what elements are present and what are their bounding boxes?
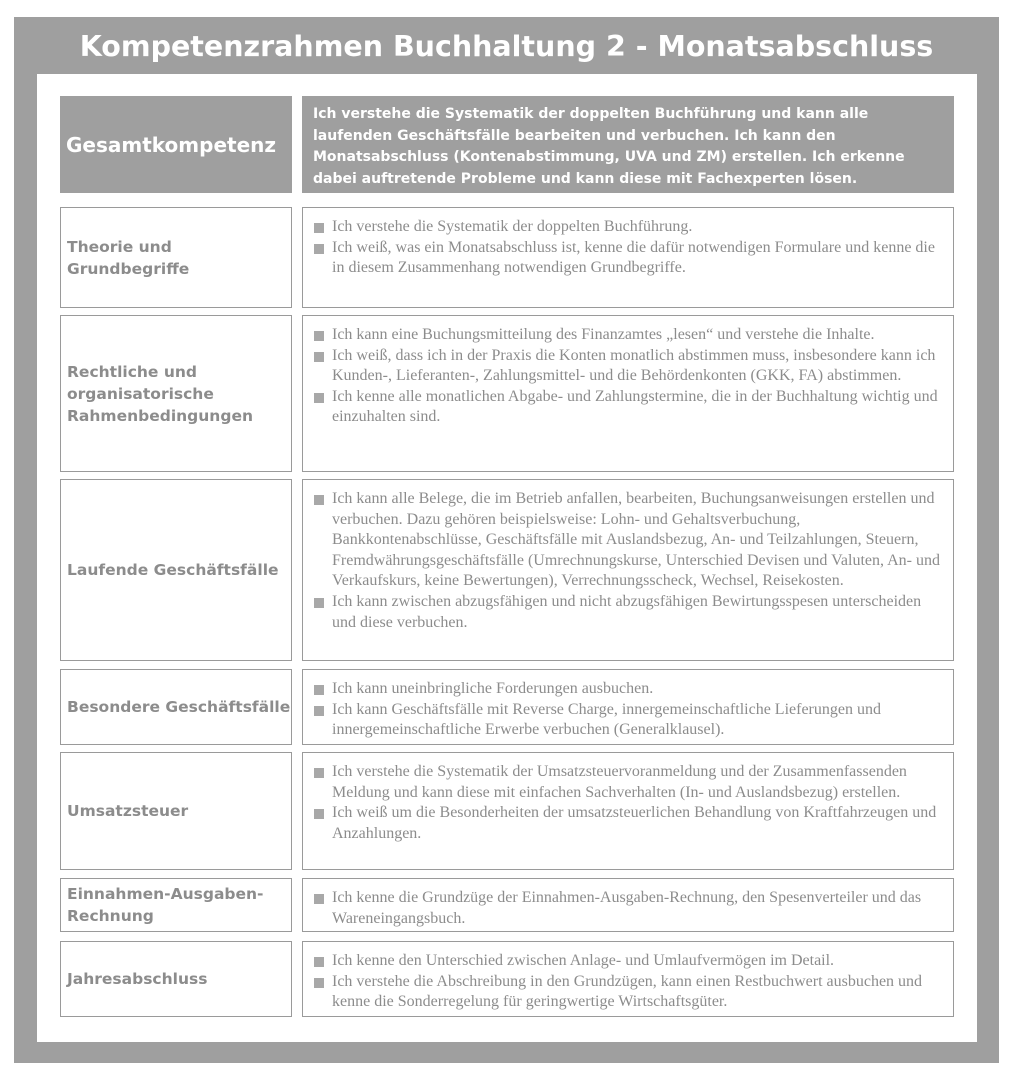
competence-bullet: Ich kann eine Buchungsmitteilung des Finanzamtes „lesen“ und verstehe die Inhalte. — [312, 325, 945, 346]
competence-label: Besondere Geschäftsfälle — [60, 669, 292, 745]
competence-bullet: Ich kann Geschäftsfälle mit Reverse Charge, innergemeinschaftliche Lieferungen und innergemeinschaftliche Erwerbe verbuchen (Generalklausel). — [312, 700, 945, 741]
competence-label: Einnahmen-Ausgaben-Rechnung — [60, 878, 292, 932]
competence-label: Rechtliche und organisatorische Rahmenbedingungen — [60, 315, 292, 472]
competence-bullet: Ich kann zwischen abzugsfähigen und nicht abzugsfähigen Bewirtungsspesen unterscheiden und diese verbuchen. — [312, 592, 945, 633]
competence-description — [302, 207, 954, 308]
document-frame — [14, 17, 999, 1063]
competence-bullet: Ich kenne den Unterschied zwischen Anlage- und Umlaufvermögen im Detail. — [312, 951, 945, 972]
competence-bullet: Ich kenne alle monatlichen Abgabe- und Zahlungstermine, die in der Buchhaltung wichtig und einzuhalten sind. — [312, 387, 945, 428]
competence-bullet: Ich verstehe die Systematik der Umsatzsteuervoranmeldung und der Zusammenfassenden Meldung und kann diese mit einfachen Sachverhalten (In- und Auslandsbezug) erstellen. — [312, 762, 945, 803]
overall-competence-text: Ich verstehe die Systematik der doppelten Buchführung und kann alle laufenden Geschäftsfälle bearbeiten und verbuchen. Ich kann den Monatsabschluss (Kontenabstimmung, UVA und ZM) erstellen. Ich erkenne dabei auftretende Probleme und kann diese mit Fachexperten lösen. — [302, 96, 954, 193]
competence-row-legal — [60, 315, 954, 472]
competence-row-vat — [60, 752, 954, 870]
competence-description — [302, 315, 954, 472]
competence-row-special-transactions — [60, 669, 954, 745]
document-title: Kompetenzrahmen Buchhaltung 2 - Monatsabschluss — [79, 29, 934, 63]
competence-row-cash-accounting — [60, 878, 954, 932]
competence-bullet: Ich weiß, was ein Monatsabschluss ist, kenne die dafür notwendigen Formulare und kenne die in diesem Zusammenhang notwendigen Grundbegriffe. — [312, 238, 945, 279]
content-panel — [37, 74, 977, 1042]
overall-competence-label: Gesamtkompetenz — [60, 96, 292, 193]
competence-label: Jahresabschluss — [60, 941, 292, 1017]
competence-bullet: Ich kann alle Belege, die im Betrieb anfallen, bearbeiten, Buchungsanweisungen erstellen und verbuchen. Dazu gehören beispielsweise: Lohn- und Gehaltsverbuchung, Bankkontenabschlüsse, Geschäftsfälle mit Auslandsbezug, An- und Teilzahlungen, Steuern, Fremdwährungsgeschäftsfälle (Umrechnungskurse, Unterschied Devisen und Valuten, An- und Verkaufskurs, keine Bewertungen), Verrechnungsscheck, Wechsel, Reisekosten. — [312, 489, 945, 592]
competence-bullet: Ich verstehe die Systematik der doppelten Buchführung. — [312, 217, 945, 238]
competence-description — [302, 752, 954, 870]
competence-bullet: Ich kenne die Grundzüge der Einnahmen-Ausgaben-Rechnung, den Spesenverteiler und das Wareneingangsbuch. — [312, 888, 945, 929]
competence-bullet: Ich verstehe die Abschreibung in den Grundzügen, kann einen Restbuchwert ausbuchen und kenne die Sonderregelung für geringwertige Wirtschaftsgüter. — [312, 972, 945, 1013]
competence-label: Laufende Geschäftsfälle — [60, 479, 292, 661]
competence-row-annual-statement — [60, 941, 954, 1017]
competence-row-theory — [60, 207, 954, 308]
competence-description — [302, 479, 954, 661]
competence-bullet: Ich kann uneinbringliche Forderungen ausbuchen. — [312, 679, 945, 700]
competence-label: Umsatzsteuer — [60, 752, 292, 870]
competence-description — [302, 941, 954, 1017]
competence-row-ongoing-transactions — [60, 479, 954, 661]
competence-bullet: Ich weiß, dass ich in der Praxis die Konten monatlich abstimmen muss, insbesondere kann ich Kunden-, Lieferanten-, Zahlungsmittel- und die Behördenkonten (GKK, FA) abstimmen. — [312, 346, 945, 387]
competence-description — [302, 878, 954, 932]
overall-competence-row — [60, 96, 954, 193]
competence-label: Theorie und Grundbegriffe — [60, 207, 292, 308]
competence-description — [302, 669, 954, 745]
competence-bullet: Ich weiß um die Besonderheiten der umsatzsteuerlichen Behandlung von Kraftfahrzeugen und Anzahlungen. — [312, 803, 945, 844]
